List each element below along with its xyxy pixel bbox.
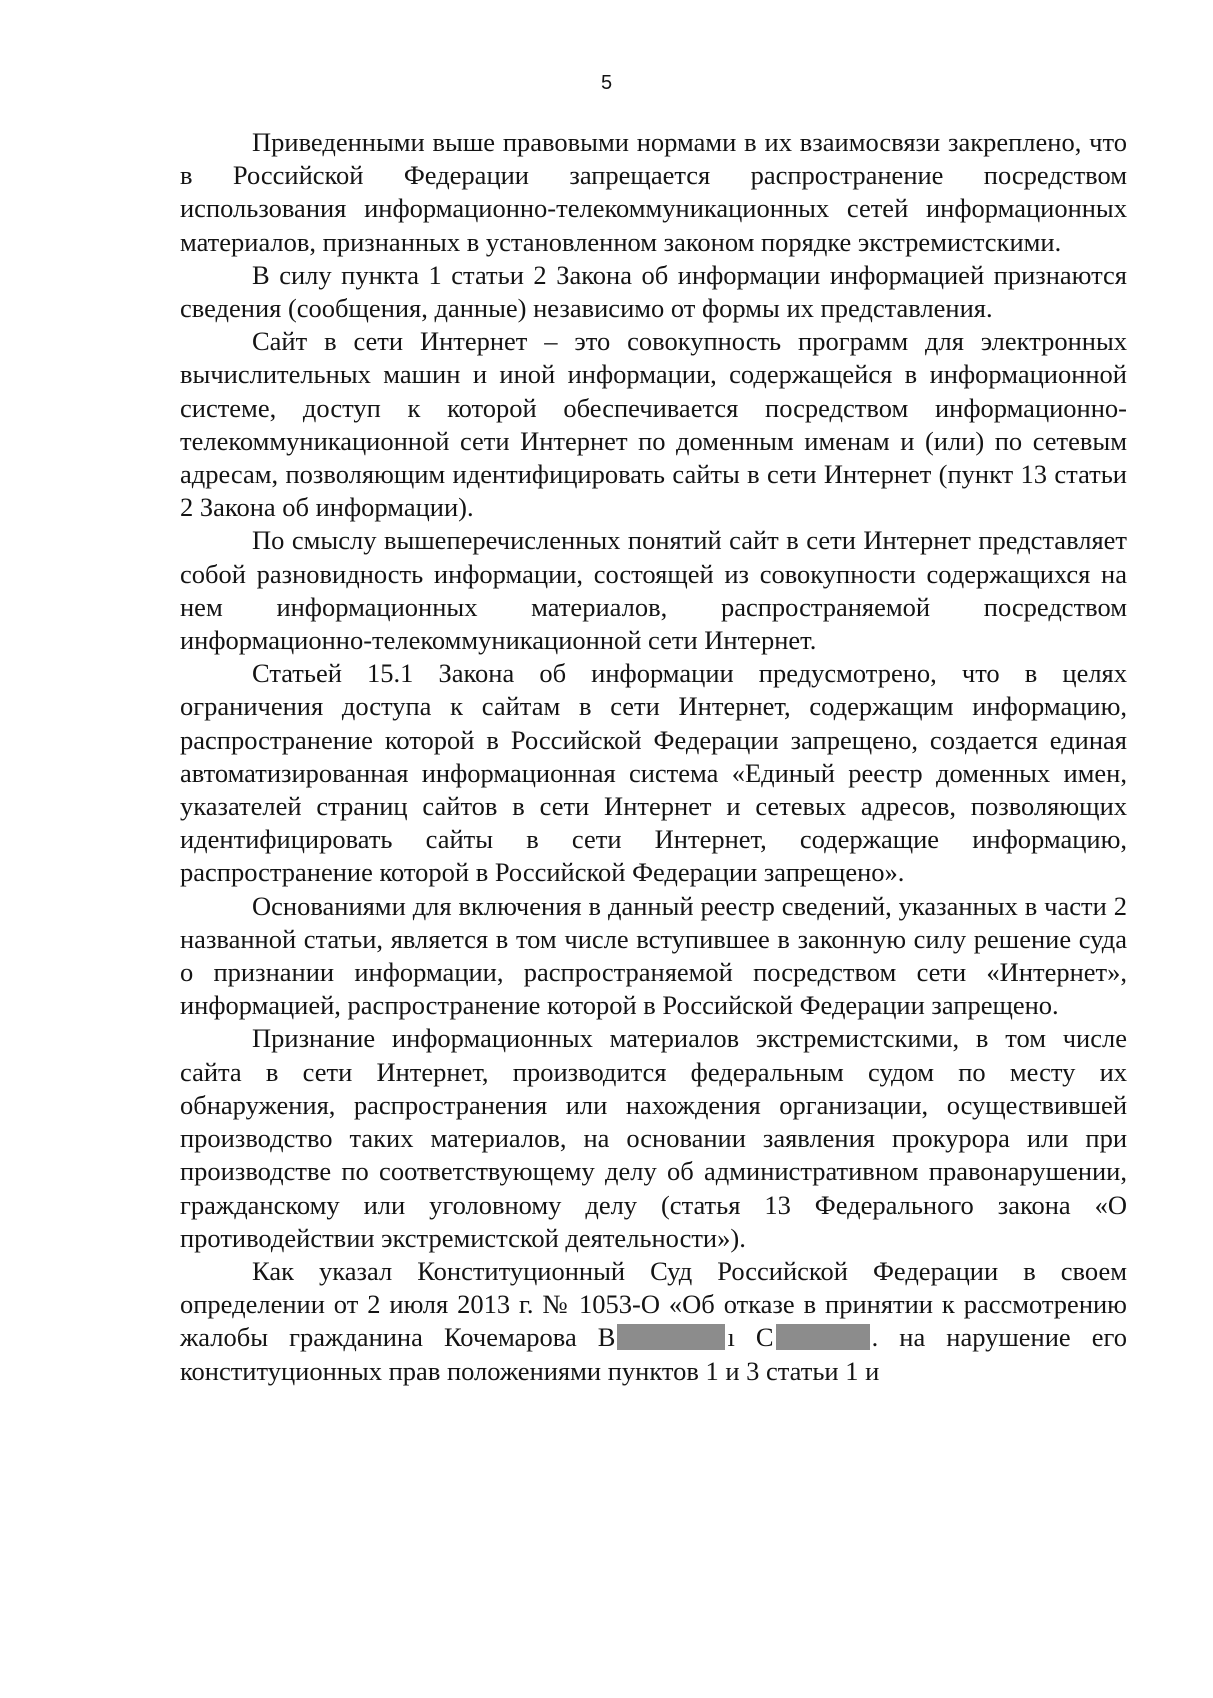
paragraph: Признание информационных материалов экстремистскими, в том числе сайта в сети Интернет, производится федеральным судом по месту их обнаружения, распространения или нахождения организации, осуществившей производство таких материалов, на основании заявления прокурора или при производстве по соответствующему делу об административном правонарушении, гражданскому или уголовному делу (статья 13 Федерального закона «О противодействии экстремистской деятельности»). (180, 1023, 1127, 1253)
paragraph: Статьей 15.1 Закона об информации предусмотрено, что в целях ограничения доступа к сайтам в сети Интернет, содержащим информацию, распространение которой в Российской Федерации запрещено, создается единая автоматизированная информационная система «Единый реестр доменных имен, указателей страниц сайтов в сети Интернет и сетевых адресов, позволяющих идентифицировать сайты в сети Интернет, содержащие информацию, распространение которой в Российской Федерации запрещено». (180, 658, 1127, 888)
paragraph: Сайт в сети Интернет – это совокупность программ для электронных вычислительных машин и иной информации, содержащейся в информационной системе, доступ к которой обеспечивается посредством информационно-телекоммуникационной сети Интернет по доменным именам и (или) по сетевым адресам, позволяющим идентифицировать сайты в сети Интернет (пункт 13 статьи 2 Закона об информации). (180, 326, 1127, 523)
redaction-block (776, 1324, 870, 1350)
paragraph: В силу пункта 1 статьи 2 Закона об информации информацией признаются сведения (сообщения, данные) независимо от формы их представления. (180, 259, 1127, 324)
document-body (180, 126, 1127, 1388)
paragraph-text: . на нарушение его конституционных прав положениями пунктов 1 и 3 статьи 1 и (180, 1322, 1127, 1386)
paragraph-last (180, 1255, 1127, 1388)
page-number: 5 (600, 72, 613, 94)
paragraph-text: Как указал Конституционный Суд Российской Федерации в своем определении от 2 июля 2013 г. № 1053-О «Об отказе в принятии к рассмотрению жалобы гражданина Кочемарова В (180, 1255, 1127, 1353)
paragraph-text: ı С (727, 1322, 774, 1353)
redaction-block (617, 1324, 725, 1350)
paragraph: Приведенными выше правовыми нормами в их взаимосвязи закреплено, что в Российской Федерации запрещается распространение посредством использования информационно-телекоммуникационных сетей информационных материалов, признанных в установленном законом порядке экстремистскими. (180, 127, 1127, 257)
paragraph: Основаниями для включения в данный реестр сведений, указанных в части 2 названной статьи, является в том числе вступившее в законную силу решение суда о признании информации, распространяемой посредством сети «Интернет», информацией, распространение которой в Российской Федерации запрещено. (180, 890, 1127, 1021)
paragraph: По смыслу вышеперечисленных понятий сайт в сети Интернет представляет собой разновидность информации, состоящей из совокупности содержащихся на нем информационных материалов, распространяемой посредством информационно-телекоммуникационной сети Интернет. (180, 525, 1127, 656)
